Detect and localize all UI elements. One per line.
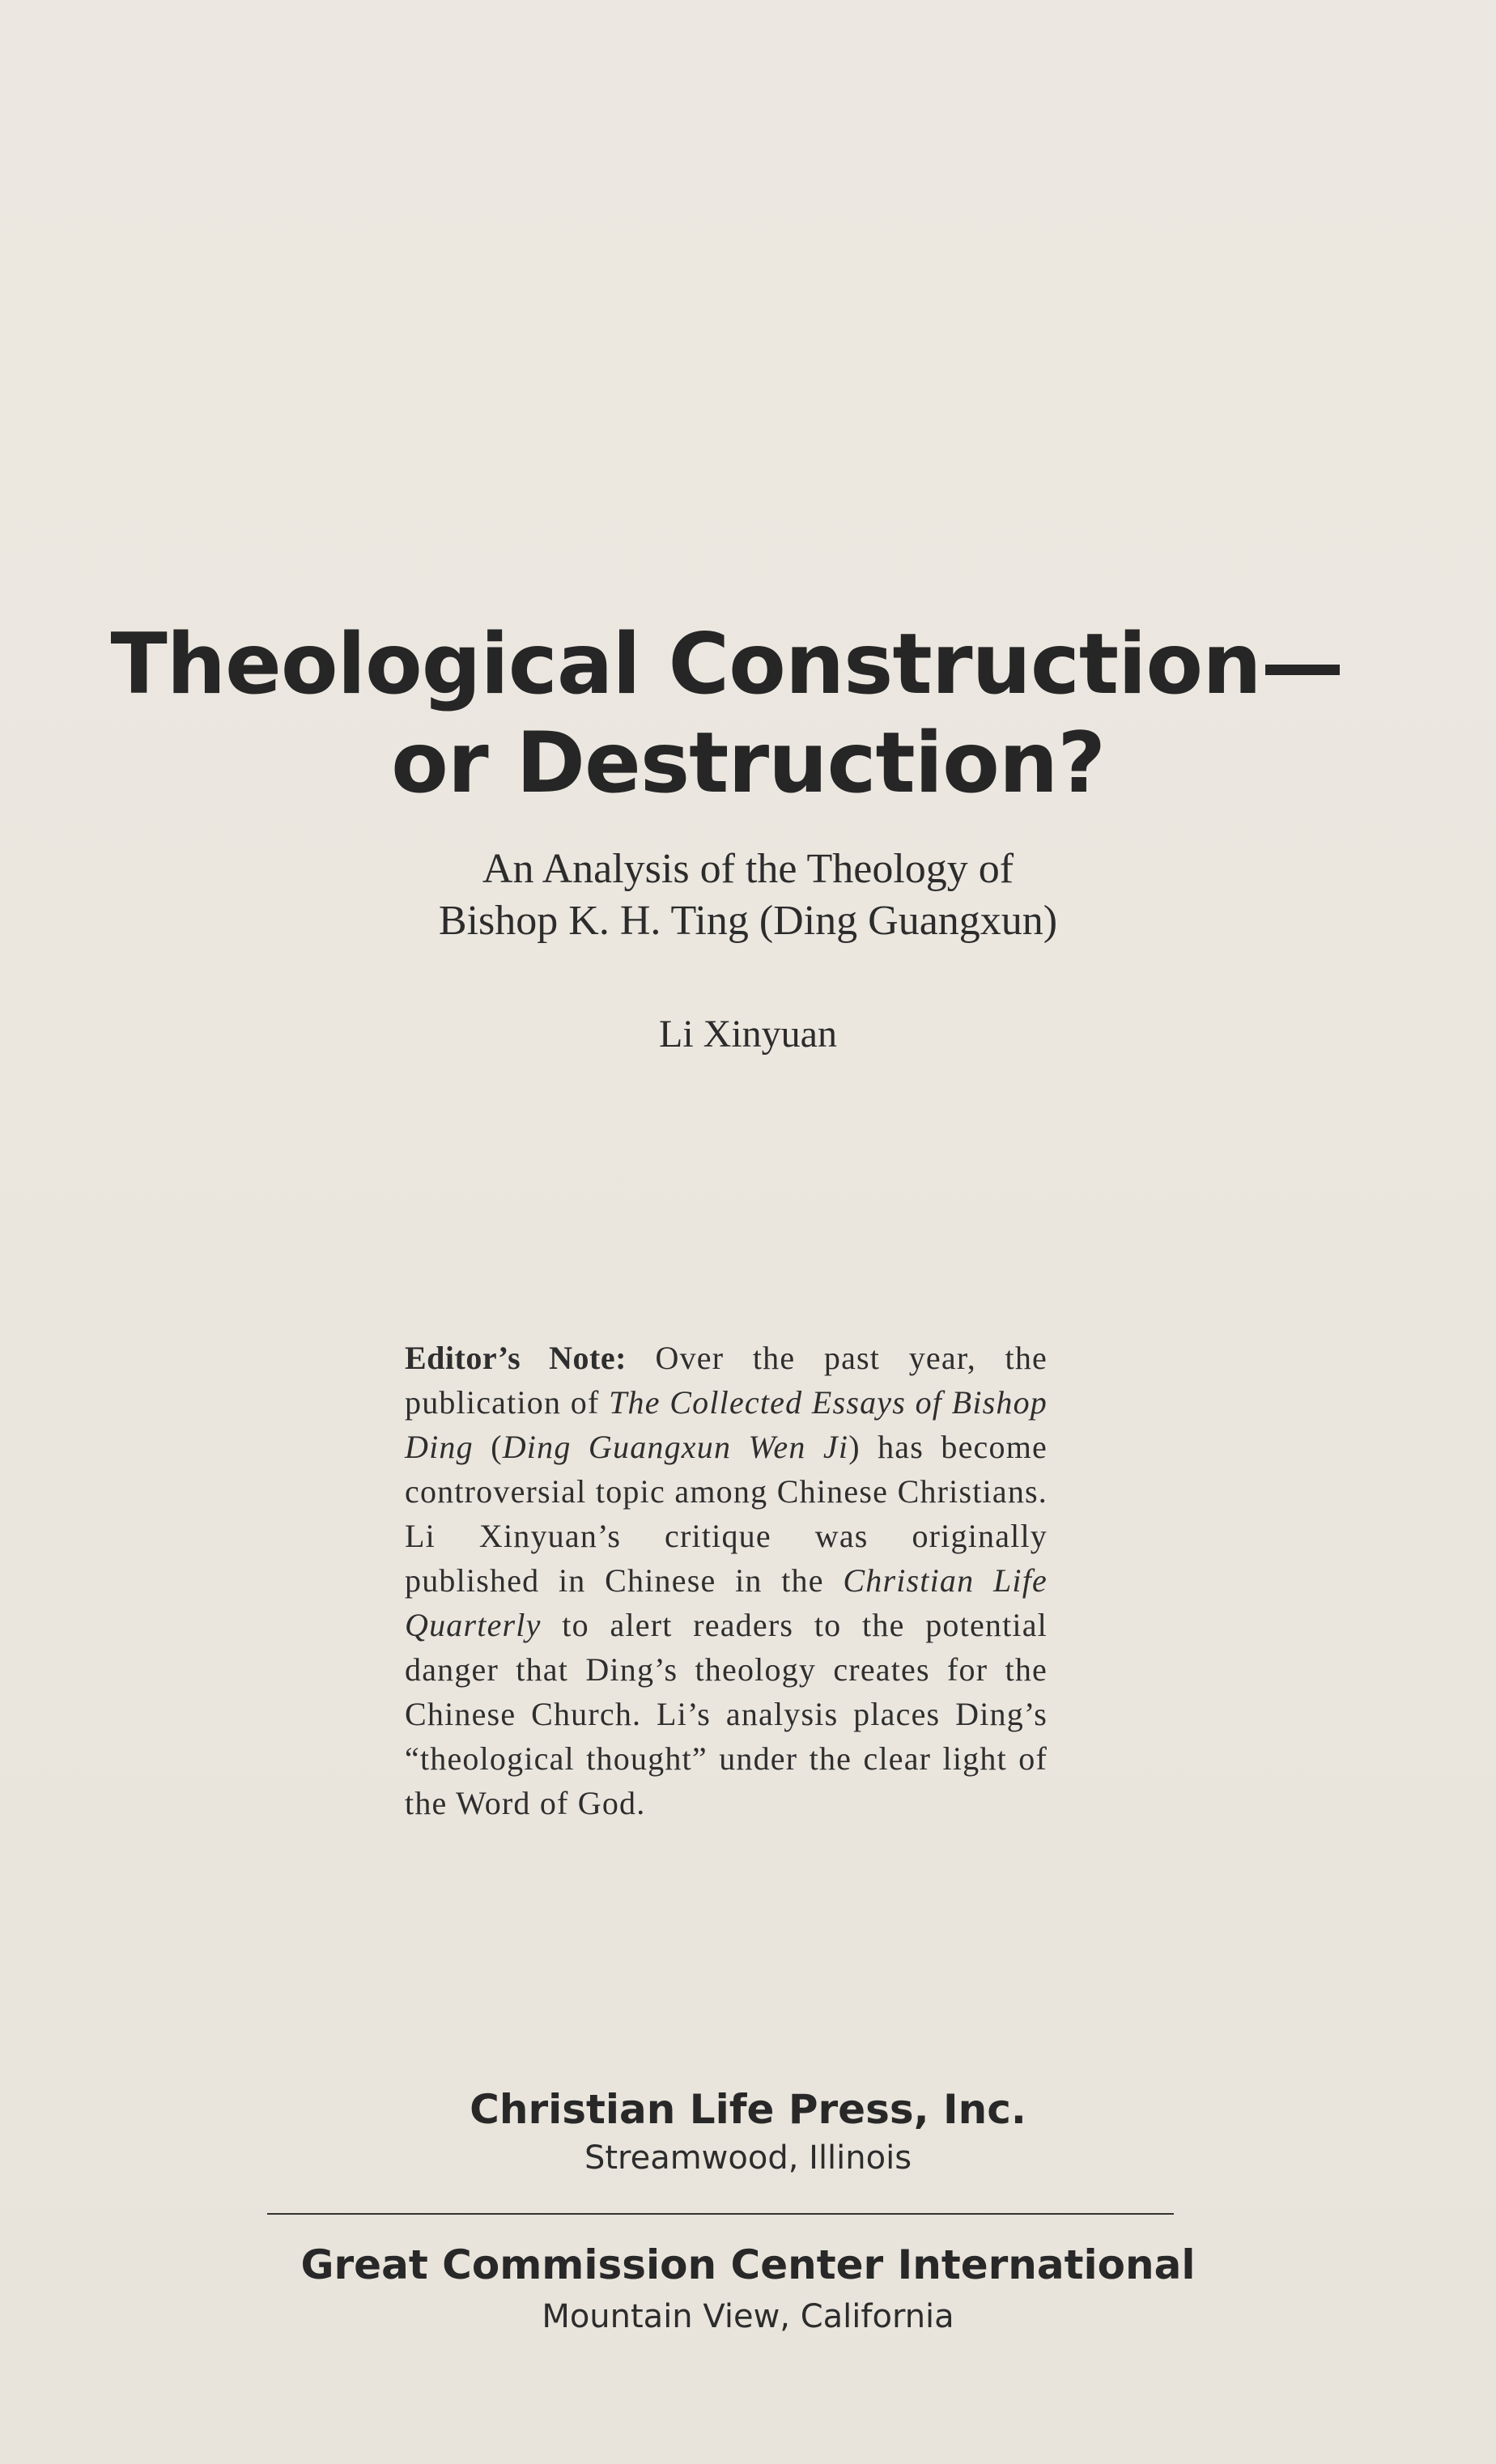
publisher-divider (267, 2213, 1174, 2215)
book-title (0, 615, 1496, 813)
editors-note (405, 1336, 1048, 1825)
publisher-name-1: Christian Life Press, Inc. (470, 2086, 1026, 2133)
book-subtitle-line-2: Bishop K. H. Ting (Ding Guangxun) (438, 898, 1058, 944)
editors-note-text-1: Over the past year, the publication of (405, 1340, 1048, 1421)
editors-note-text-2: ( (473, 1429, 503, 1465)
book-subtitle (0, 843, 1496, 947)
editors-note-text-3: ) has become controversial topic among Chinese Christians. Li Xinyuan’s critique was originally published in Chinese in the (405, 1429, 1048, 1599)
publisher-name-2: Great Commission Center International (300, 2241, 1196, 2288)
publisher-city-1: Streamwood, Illinois (584, 2139, 912, 2177)
publisher-city-2: Mountain View, California (542, 2298, 954, 2335)
editors-note-magazine: Christian Life Quarterly (405, 1562, 1048, 1643)
editors-note-chinese-title: Ding Guangxun Wen Ji (502, 1429, 849, 1465)
editors-note-text-4: to alert readers to the potential danger that Ding’s theology creates for the Chinese Church. Li’s analysis places Ding’s “theological thought” under the clear light of the Word of God. (405, 1607, 1048, 1821)
author-name: Li Xinyuan (659, 1013, 837, 1056)
book-title-line-2: or Destruction? (391, 715, 1105, 812)
editors-note-book-title: The Collected Essays of Bishop Ding (405, 1384, 1048, 1465)
book-title-line-1: Theological Construction— (110, 616, 1344, 713)
editors-note-label: Editor’s Note: (405, 1340, 627, 1376)
book-subtitle-line-1: An Analysis of the Theology of (482, 846, 1014, 892)
